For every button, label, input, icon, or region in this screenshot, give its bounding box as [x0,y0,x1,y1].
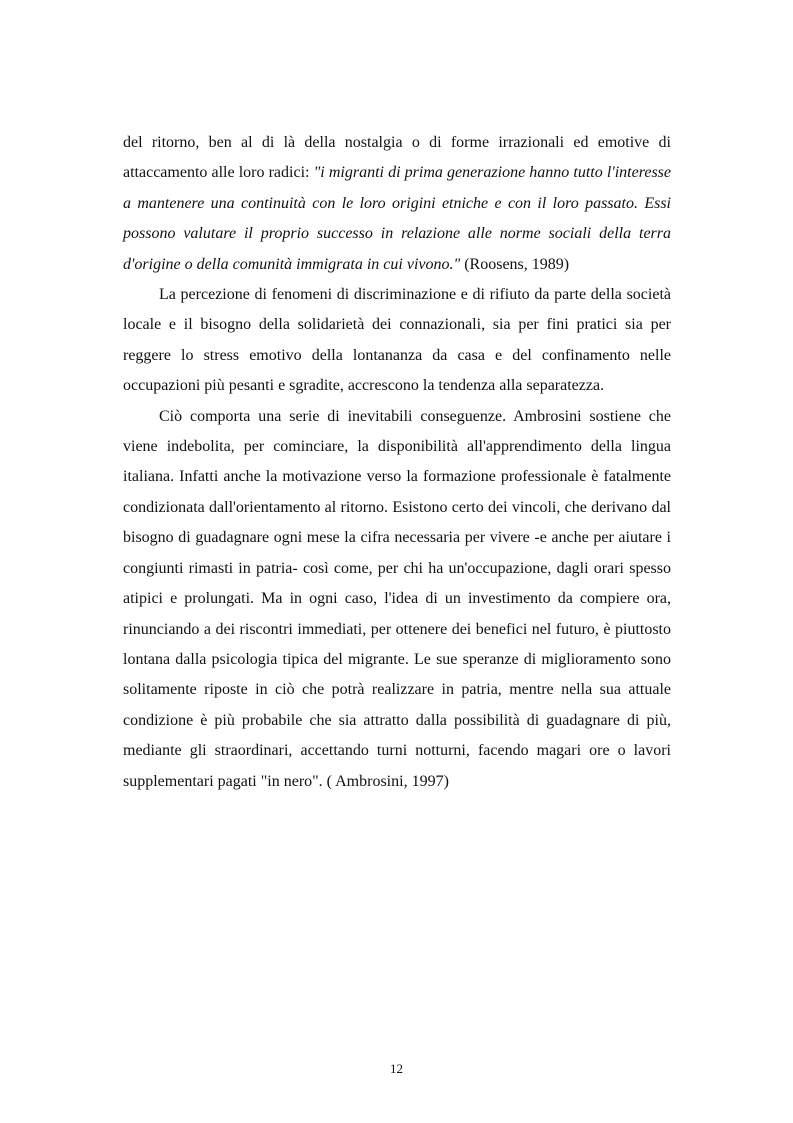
body-text [123,128,671,797]
citation-roosens: (Roosens, 1989) [460,255,570,273]
paragraph-consequences: Ciò comporta una serie di inevitabili conseguenze. Ambrosini sostiene che viene indebolita, per cominciare, la disponibilità all'apprendimento della lingua italiana. Infatti anche la motivazione verso la formazione professionale è fatalmente condizionata dall'orientamento al ritorno. Esistono certo dei vincoli, che derivano dal bisogno di guadagnare ogni mese la cifra necessaria per vivere -e anche per aiutare i congiunti rimasti in patria- così come, per chi ha un'occupazione, dagli orari spesso atipici e prolungati. Ma in ogni caso, l'idea di un investimento da compiere ora, rinunciando a dei riscontri immediati, per ottenere dei benefici nel futuro, è piuttosto lontana dalla psicologia tipica del migrante. Le sue speranze di miglioramento sono solitamente riposte in ciò che potrà realizzare in patria, mentre nella sua attuale condizione è più probabile che sia attratto dalla possibilità di guadagnare di più, mediante gli straordinari, accettando turni notturni, facendo magari ore o lavori supplementari pagati "in nero". ( Ambrosini, 1997) [123,407,671,790]
quotation-roosens: "i migranti di prima generazione hanno tutto l'interesse a mantenere una continuità con le loro origini etniche e con il loro passato. Essi possono valutare il proprio successo in relazione alle norme sociali della terra d'origine o della comunità immigrata in cui vivono." [123,164,672,273]
page-number: 12 [390,1061,403,1076]
paragraph-lead: del ritorno, ben al di là della nostalgia o di forme irrazionali ed emotive di attaccamento alle loro radici: [123,134,671,182]
paragraph-discrimination: La percezione di fenomeni di discriminazione e di rifiuto da parte della società locale e il bisogno della solidarietà dei connazionali, sia per fini pratici sia per reggere lo stress emotivo della lontananza da casa e del confinamento nelle occupazioni più pesanti e sgradite, accrescono la tendenza alla separatezza. [123,286,671,395]
paragraph-continuation [123,128,671,280]
